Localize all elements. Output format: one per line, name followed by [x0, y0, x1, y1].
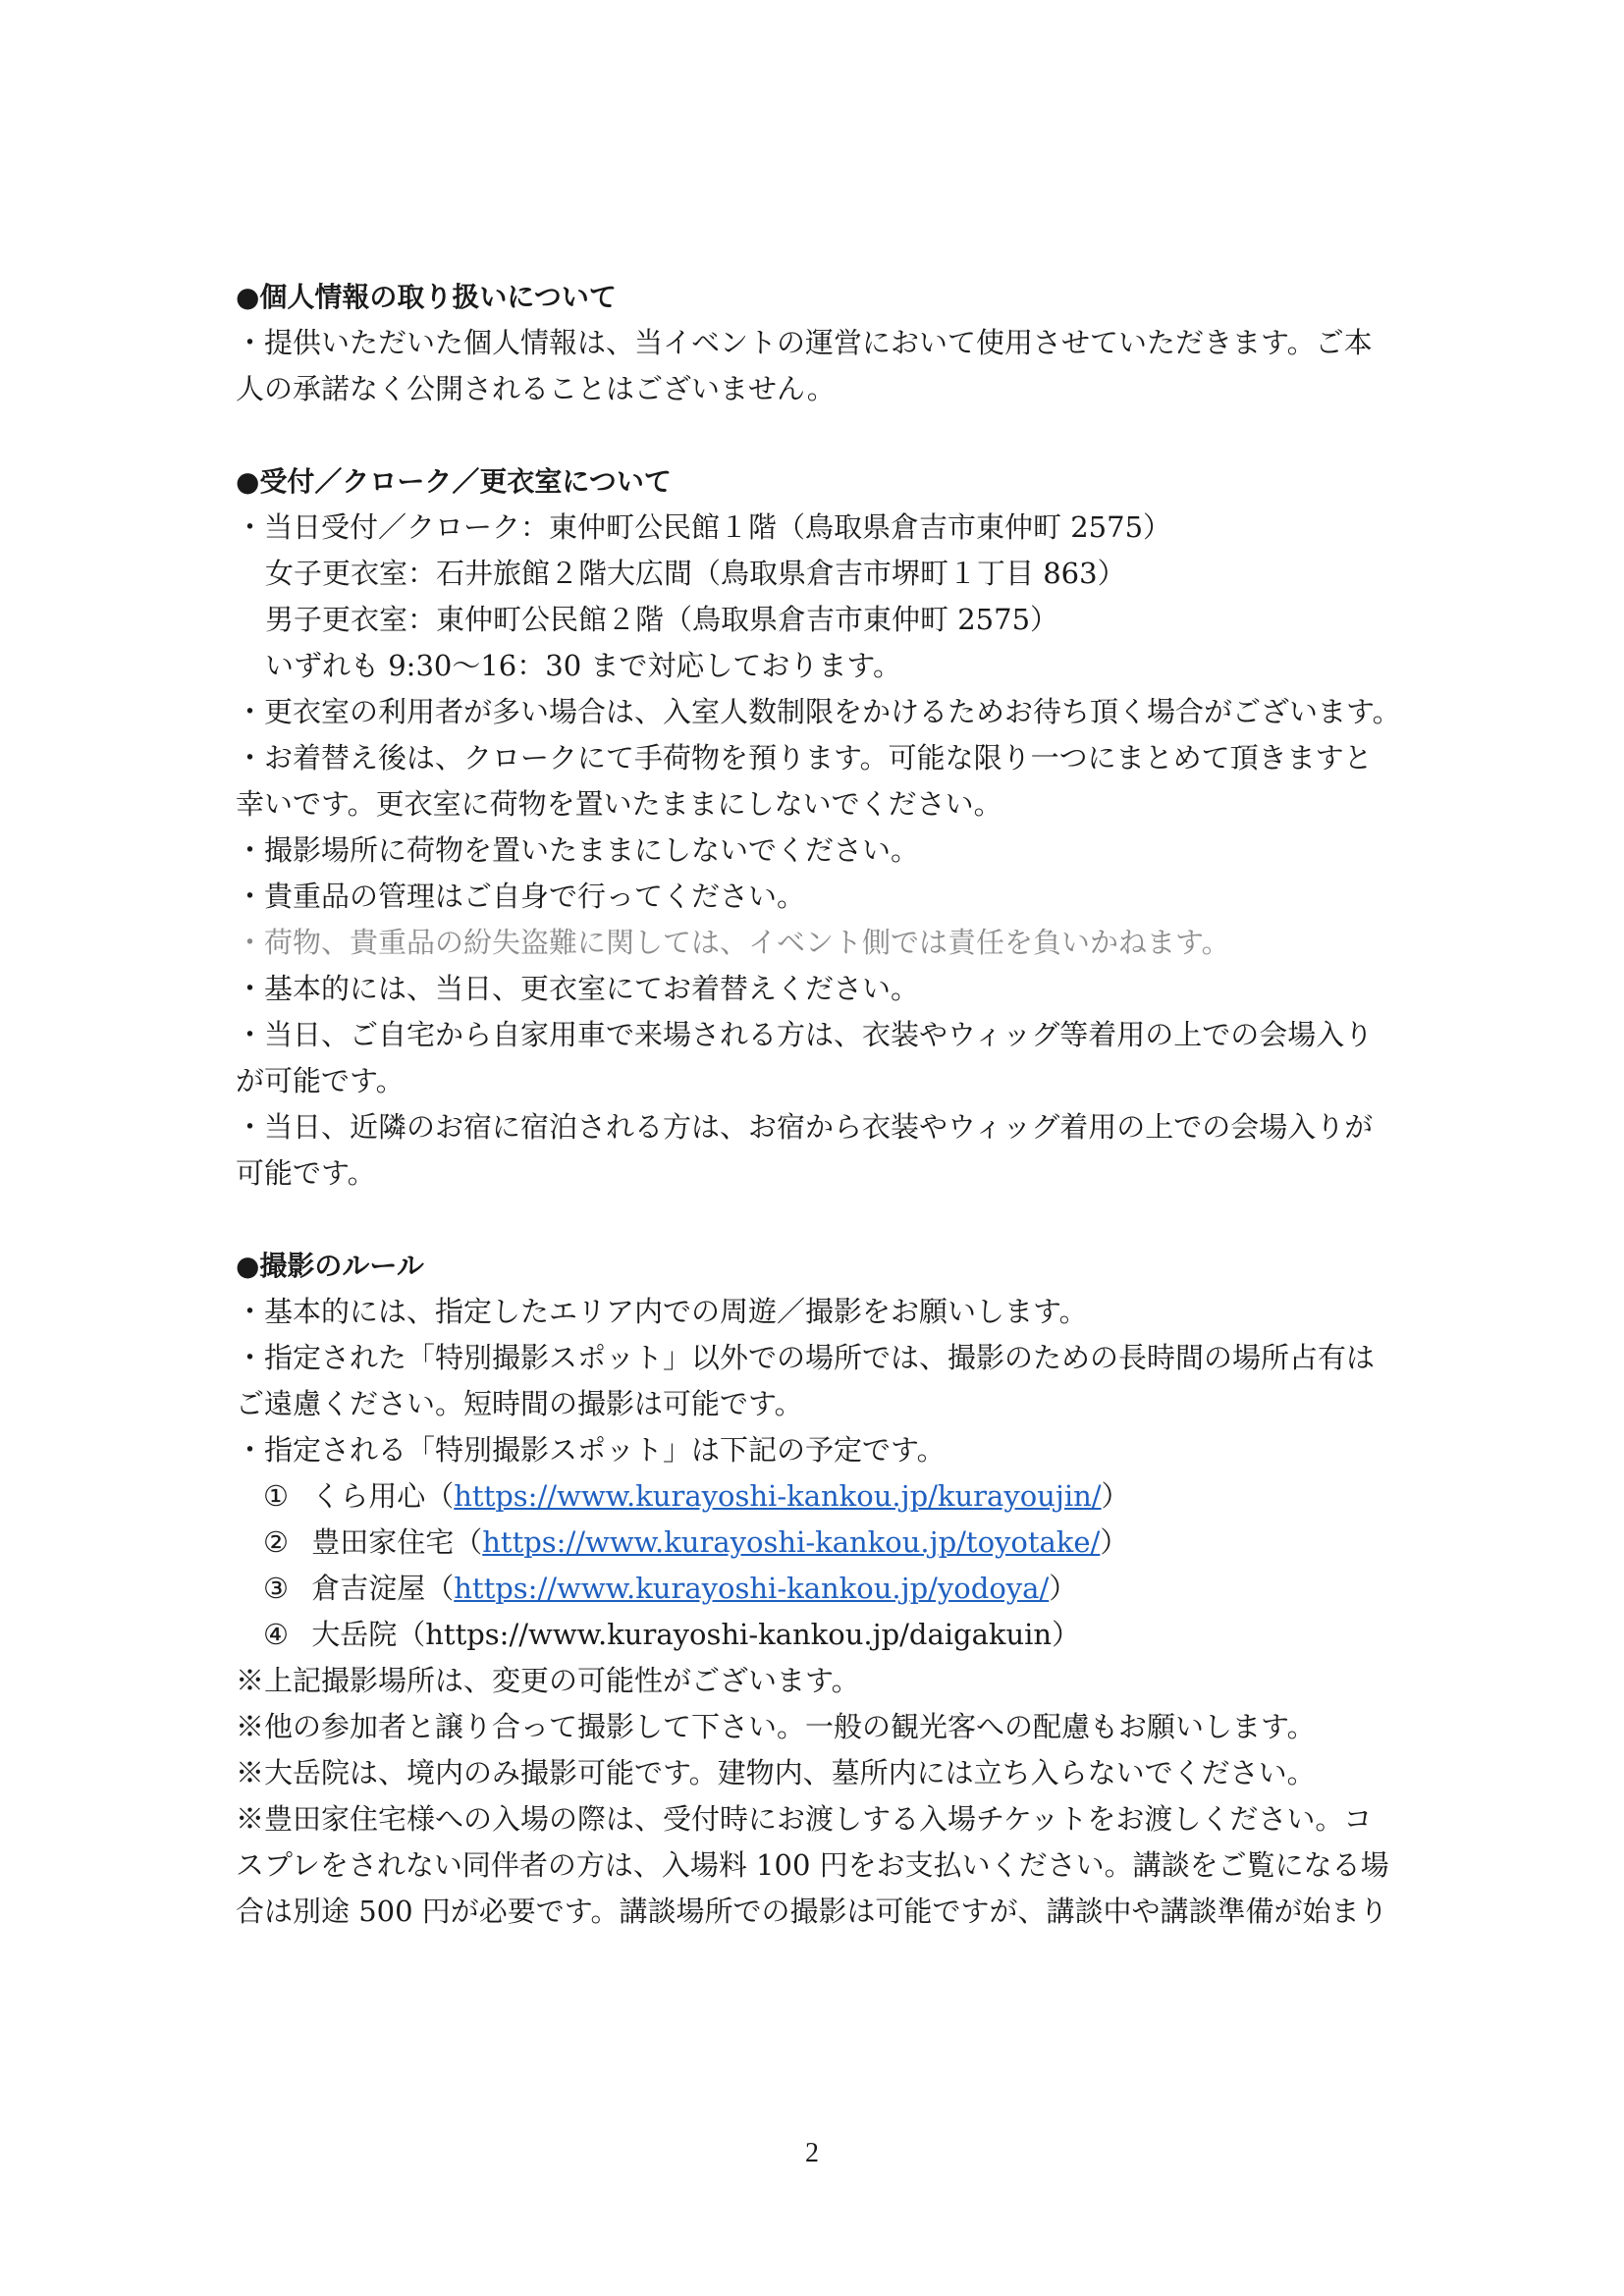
note-line: 合は別途 500 円が必要です。講談場所での撮影は可能ですが、講談中や講談準備が始まり	[236, 1895, 1388, 1928]
paragraph-line: ・当日、近隣のお宿に宿泊される方は、お宿から衣装やウィッグ着用の上での会場入りが	[236, 1110, 1374, 1144]
paren-open: （	[454, 1525, 483, 1559]
liability-notice: ・荷物、貴重品の紛失盗難に関しては、イベント側では責任を負いかねます。	[236, 926, 1230, 959]
spot-name: 大岳院	[311, 1618, 398, 1651]
men-changing-room: 男子更衣室：東仲町公民館２階（鳥取県倉吉市東仲町 2575）	[265, 603, 1059, 636]
heading-photo-rules: ●撮影のルール	[236, 1250, 424, 1282]
paren-open: （	[425, 1479, 455, 1513]
spot-item-kurayoujin	[236, 1473, 1414, 1520]
paragraph-line: 人の承諾なく公開されることはございません。	[236, 372, 836, 405]
paren-close: ）	[1052, 1618, 1081, 1651]
paragraph-line: ・基本的には、指定したエリア内での周遊／撮影をお願いします。	[236, 1295, 1088, 1328]
spot-name: 倉吉淀屋	[311, 1572, 426, 1605]
note-line: ※大岳院は、境内のみ撮影可能です。建物内、墓所内には立ち入らないでください。	[236, 1756, 1316, 1789]
spot-url-daigakuin: https://www.kurayoshi-kankou.jp/daigakuin	[425, 1618, 1053, 1651]
opening-hours: いずれも 9:30～16：30 まで対応しております。	[265, 649, 902, 682]
spot-number: ③	[263, 1572, 289, 1605]
heading-reception: ●受付／クローク／更衣室について	[236, 465, 672, 498]
spot-item-toyotake	[236, 1520, 1414, 1566]
paragraph-line: ・指定された「特別撮影スポット」以外での場所では、撮影のための長時間の場所占有は	[236, 1341, 1376, 1374]
paren-close: ）	[1101, 1479, 1130, 1513]
spot-number: ①	[263, 1479, 289, 1513]
spot-number: ④	[263, 1618, 289, 1651]
spot-link-toyotake[interactable]: https://www.kurayoshi-kankou.jp/toyotake/	[482, 1525, 1101, 1559]
note-line: ※上記撮影場所は、変更の可能性がございます。	[236, 1664, 860, 1697]
paragraph-line: ・基本的には、当日、更衣室にてお着替えください。	[236, 972, 920, 1005]
spot-number: ②	[263, 1525, 289, 1559]
paragraph-line: ・更衣室の利用者が多い場合は、入室人数制限をかけるためお待ち頂く場合がございます。	[236, 695, 1401, 728]
note-line: ※豊田家住宅様への入場の際は、受付時にお渡しする入場チケットをお渡しください。コ	[236, 1802, 1373, 1836]
document-body	[236, 274, 1414, 1935]
paragraph-line: 可能です。	[236, 1156, 376, 1190]
paragraph-line: 幸いです。更衣室に荷物を置いたままにしないでください。	[236, 787, 1002, 821]
paren-close: ）	[1049, 1572, 1078, 1605]
note-line: スプレをされない同伴者の方は、入場料 100 円をお支払いください。講談をご覧になる場	[236, 1848, 1389, 1882]
spot-item-daigakuin	[236, 1612, 1414, 1658]
paragraph-line: ・撮影場所に荷物を置いたままにしないでください。	[236, 833, 920, 867]
paren-open: （	[425, 1572, 455, 1605]
spot-link-yodoya[interactable]: https://www.kurayoshi-kankou.jp/yodoya/	[454, 1572, 1050, 1605]
paren-open: （	[397, 1618, 426, 1651]
page-number: 2	[805, 2138, 819, 2168]
spot-name: くら用心	[311, 1479, 426, 1513]
paragraph-line: ・当日、ご自宅から自家用車で来場される方は、衣装やウィッグ等着用の上での会場入り	[236, 1018, 1374, 1051]
heading-privacy: ●個人情報の取り扱いについて	[236, 281, 617, 313]
paragraph-line: ・貴重品の管理はご自身で行ってください。	[236, 880, 806, 913]
paren-close: ）	[1100, 1525, 1129, 1559]
reception-location: ・当日受付／クローク：東仲町公民館１階（鳥取県倉吉市東仲町 2575）	[236, 510, 1172, 544]
paragraph-line: ・お着替え後は、クロークにて手荷物を預ります。可能な限り一つにまとめて頂きますと	[236, 741, 1373, 774]
women-changing-room: 女子更衣室：石井旅館２階大広間（鳥取県倉吉市堺町１丁目 863）	[265, 557, 1126, 590]
spot-link-kurayoujin[interactable]: https://www.kurayoshi-kankou.jp/kurayoujin/	[454, 1479, 1102, 1513]
paragraph-line: ・指定される「特別撮影スポット」は下記の予定です。	[236, 1433, 946, 1467]
section-spacer	[236, 412, 1414, 458]
spot-item-yodoya	[236, 1566, 1414, 1612]
note-line: ※他の参加者と譲り合って撮影して下さい。一般の観光客への配慮もお願いします。	[236, 1710, 1316, 1743]
paragraph-line: ・提供いただいた個人情報は、当イベントの運営において使用させていただきます。ご本	[236, 326, 1373, 359]
section-spacer	[236, 1197, 1414, 1243]
paragraph-line: ご遠慮ください。短時間の撮影は可能です。	[236, 1387, 803, 1420]
paragraph-line: が可能です。	[236, 1064, 405, 1097]
spot-name: 豊田家住宅	[311, 1525, 455, 1559]
